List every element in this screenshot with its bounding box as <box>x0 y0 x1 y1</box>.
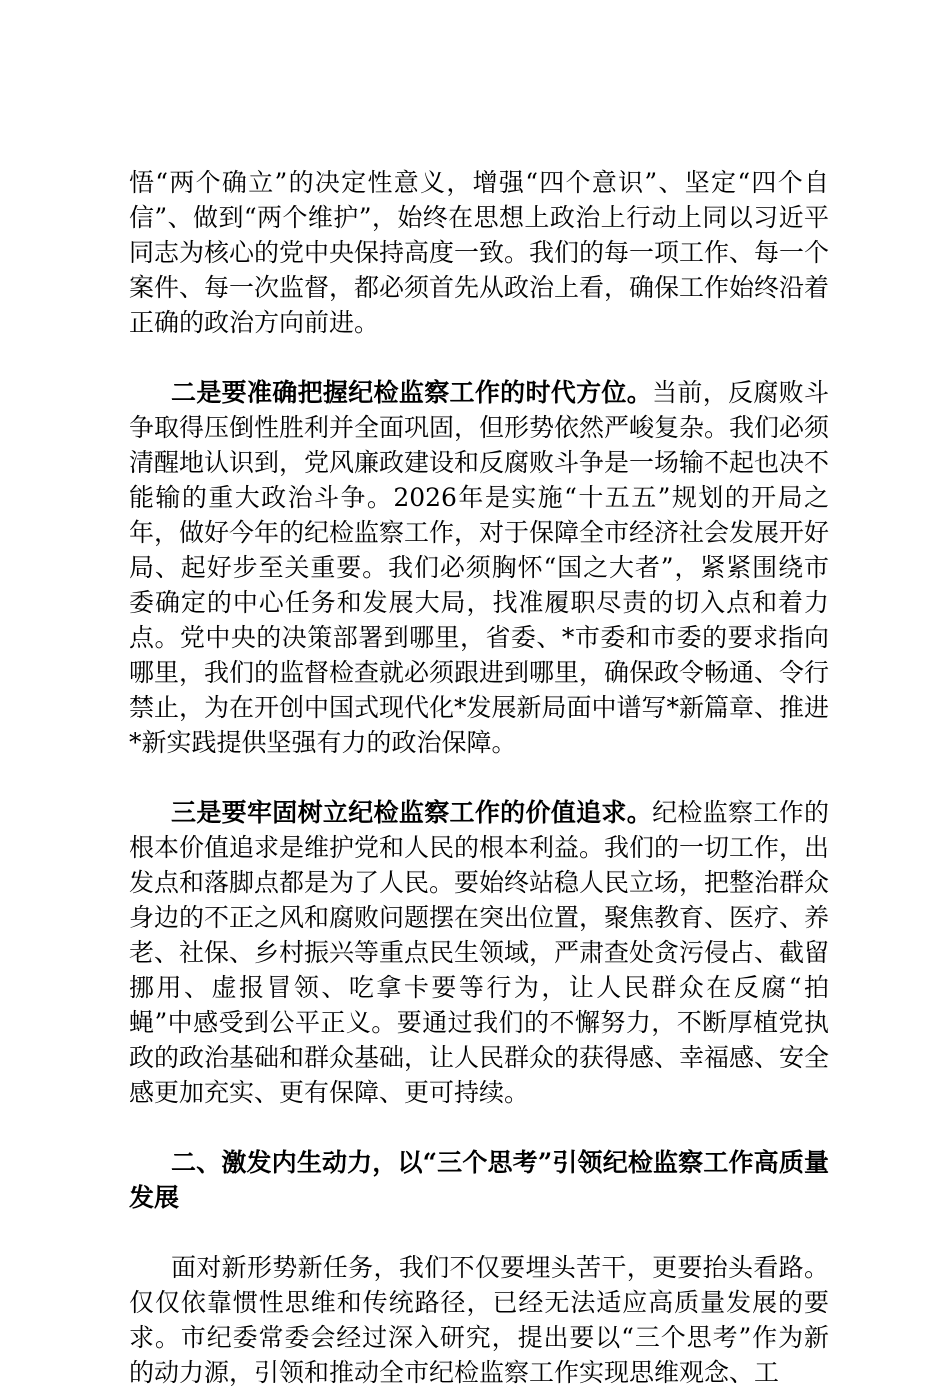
paragraph-lead: 二是要准确把握纪检监察工作的时代方位。 <box>171 378 653 407</box>
paragraph-text: 面对新形势新任务，我们不仅要埋头苦干，更要抬头看路。仅仅依靠惯性思维和传统路径，已经无法适应高质量发展的要求。市纪委常委会经过深入研究，提出要以“三个思考”作为新的动力源，引领和推动全市纪检监察工作实现思维观念、工 <box>129 1253 829 1387</box>
section-heading-text: 二、激发内生动力，以“三个思考”引领纪检监察工作高质量发展 <box>129 1148 829 1212</box>
paragraph-text: 悟“两个确立”的决定性意义，增强“四个意识”、坚定“四个自信”、做到“两个维护”，始终在思想上政治上行动上同以习近平同志为核心的党中央保持高度一致。我们的每一项工作、每一个案件、每一次监督，都必须首先从政治上看，确保工作始终沿着正确的政治方向前进。 <box>129 168 830 337</box>
paragraph-text: 纪检监察工作的根本价值追求是维护党和人民的根本利益。我们的一切工作，出发点和落脚点都是为了人民。要始终站稳人民立场，把整治群众身边的不正之风和腐败问题摆在突出位置，聚焦教育、医疗、养老、社保、乡村振兴等重点民生领域，严肃查处贪污侵占、截留挪用、虚报冒领、吃拿卡要等行为，让人民群众在反腐“拍蝇”中感受到公平正义。要通过我们的不懈努力，不断厚植党执政的政治基础和群众基础，让人民群众的获得感、幸福感、安全感更加充实、更有保障、更可持续。 <box>129 798 830 1107</box>
paragraph-text: 当前，反腐败斗争取得压倒性胜利并全面巩固，但形势依然严峻复杂。我们必须清醒地认识到，党风廉政建设和反腐败斗争是一场输不起也决不能输的重大政治斗争。2026年是实施“十五五”规划的开局之年，做好今年的纪检监察工作，对于保障全市经济社会发展开好局、起好步至关重要。我们必须胸怀“国之大者”，紧紧围绕市委确定的中心任务和发展大局，找准履职尽责的切入点和着力点。党中央的决策部署到哪里，省委、*市委和市委的要求指向哪里，我们的监督检查就必须跟进到哪里，确保政令畅通、令行禁止，为在开创中国式现代化*发展新局面中谱写*新篇章、推进*新实践提供坚强有力的政治保障。 <box>129 378 830 757</box>
paragraph-lead: 三是要牢固树立纪检监察工作的价值追求。 <box>171 798 653 827</box>
paragraph-continuation <box>129 165 829 340</box>
paragraph-third-point <box>129 795 829 1110</box>
section-heading <box>129 1145 829 1215</box>
paragraph-second-point <box>129 375 829 760</box>
paragraph-closing <box>129 1250 829 1390</box>
document-body <box>129 165 829 1390</box>
